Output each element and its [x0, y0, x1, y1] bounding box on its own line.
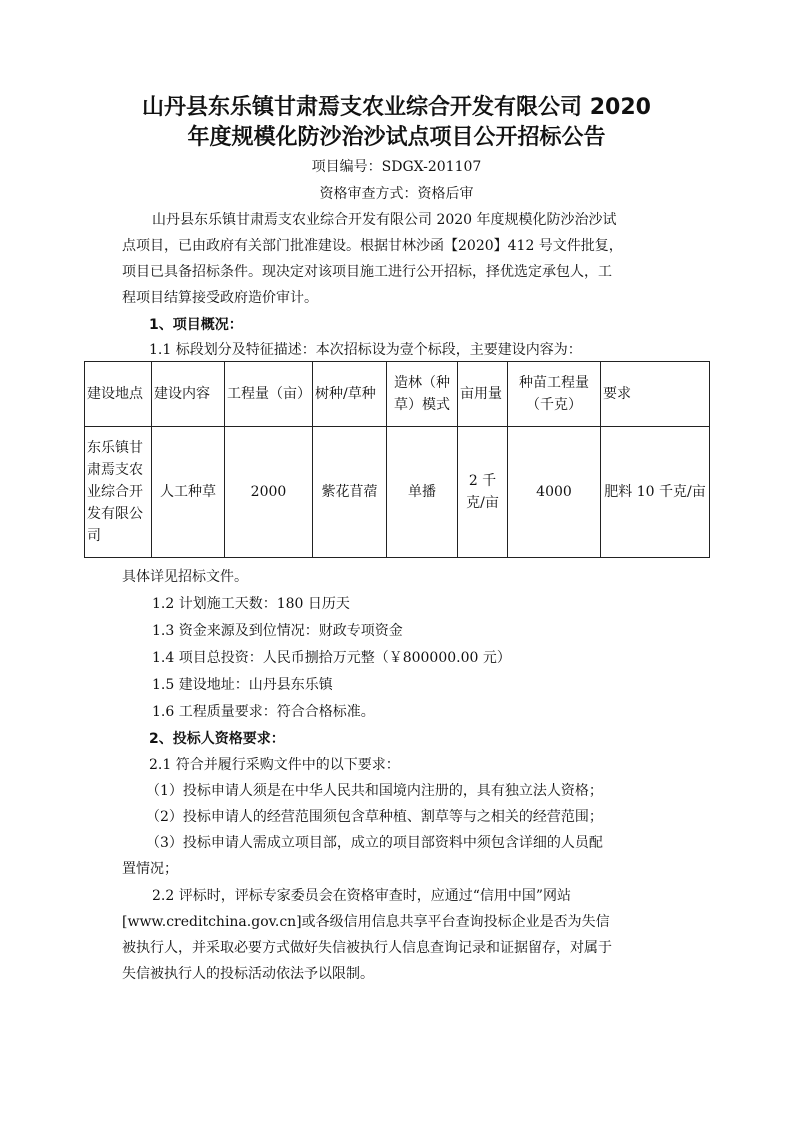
item-2-2-cont: 失信被执行人的投标活动依法予以限制。 [122, 966, 374, 982]
item-2-1: 2.1 符合并履行采购文件中的以下要求： [149, 757, 400, 773]
requirement-2: （2）投标申请人的经营范围须包含草种植、割草等与之相关的经营范围； [146, 809, 603, 825]
intro-line: 项目已具备招标条件。现决定对该项目施工进行公开招标，择优选定承包人，工 [122, 264, 612, 280]
item-1-6: 1.6 工程质量要求：符合合格标准。 [152, 704, 375, 720]
intro-line: 程项目结算接受政府造价审计。 [122, 290, 318, 306]
item-1-5: 1.5 建设地址：山丹县东乐镇 [152, 677, 333, 693]
table-cell-species: 紫花苜蓿 [313, 427, 387, 558]
item-1-1: 1.1 标段划分及特征描述：本次招标设为壹个标段，主要建设内容为： [149, 342, 582, 358]
project-number: 项目编号：SDGX-201107 [311, 159, 482, 175]
item-2-2-cont: [www.creditchina.gov.cn]或各级信用信息共享平台查询投标企业是否为失信 [122, 914, 610, 930]
table-row [85, 427, 710, 558]
table-header-row [85, 362, 710, 427]
document-title-line2: 年度规模化防沙治沙试点项目公开招标公告 [187, 125, 606, 150]
requirement-3-cont: 置情况； [122, 861, 178, 877]
table-header-cell: 树种/草种 [313, 362, 387, 427]
table-header-cell: 造林（种草）模式 [387, 362, 458, 427]
table-cell-location: 东乐镇甘肃焉支农业综合开发有限公司 [85, 427, 152, 558]
intro-line: 点项目，已由政府有关部门批准建设。根据甘林沙函【2020】412 号文件批复， [122, 238, 623, 254]
item-1-2: 1.2 计划施工天数：180 日历天 [152, 596, 350, 612]
bid-section-table [84, 361, 710, 558]
section1-heading: 1、项目概况： [149, 317, 243, 333]
table-header-cell: 要求 [601, 362, 710, 427]
table-header-cell: 种苗工程量（千克） [508, 362, 601, 427]
table-cell-usage: 2 千克/亩 [458, 427, 508, 558]
table-cell-mode: 单播 [387, 427, 458, 558]
document-title-line1: 山丹县东乐镇甘肃焉支农业综合开发有限公司 2020 [142, 95, 651, 120]
table-header-cell: 工程量（亩） [225, 362, 313, 427]
table-cell-requirement: 肥料 10 千克/亩 [601, 427, 710, 558]
table-cell-seed-quantity: 4000 [508, 427, 601, 558]
after-table-note: 具体详见招标文件。 [122, 569, 248, 585]
requirement-3: （3）投标申请人需成立项目部，成立的项目部资料中须包含详细的人员配 [146, 835, 603, 851]
item-2-2: 2.2 评标时，评标专家委员会在资格审查时，应通过“信用中国”网站 [152, 888, 572, 904]
item-1-4: 1.4 项目总投资：人民币捌拾万元整（￥800000.00 元） [152, 650, 511, 666]
table-cell-content: 人工种草 [152, 427, 225, 558]
item-2-2-cont: 被执行人，并采取必要方式做好失信被执行人信息查询记录和证据留存，对属于 [122, 940, 612, 956]
table-cell-quantity: 2000 [225, 427, 313, 558]
table-header-cell: 建设地点 [85, 362, 152, 427]
review-method: 资格审查方式：资格后审 [319, 186, 474, 202]
item-1-3: 1.3 资金来源及到位情况：财政专项资金 [152, 623, 403, 639]
section2-heading: 2、投标人资格要求： [149, 731, 285, 747]
table-header-cell: 建设内容 [152, 362, 225, 427]
requirement-1: （1）投标申请人须是在中华人民共和国境内注册的，具有独立法人资格； [146, 783, 603, 799]
intro-line: 山丹县东乐镇甘肃焉支农业综合开发有限公司 2020 年度规模化防沙治沙试 [152, 212, 617, 228]
table-header-cell: 亩用量 [458, 362, 508, 427]
